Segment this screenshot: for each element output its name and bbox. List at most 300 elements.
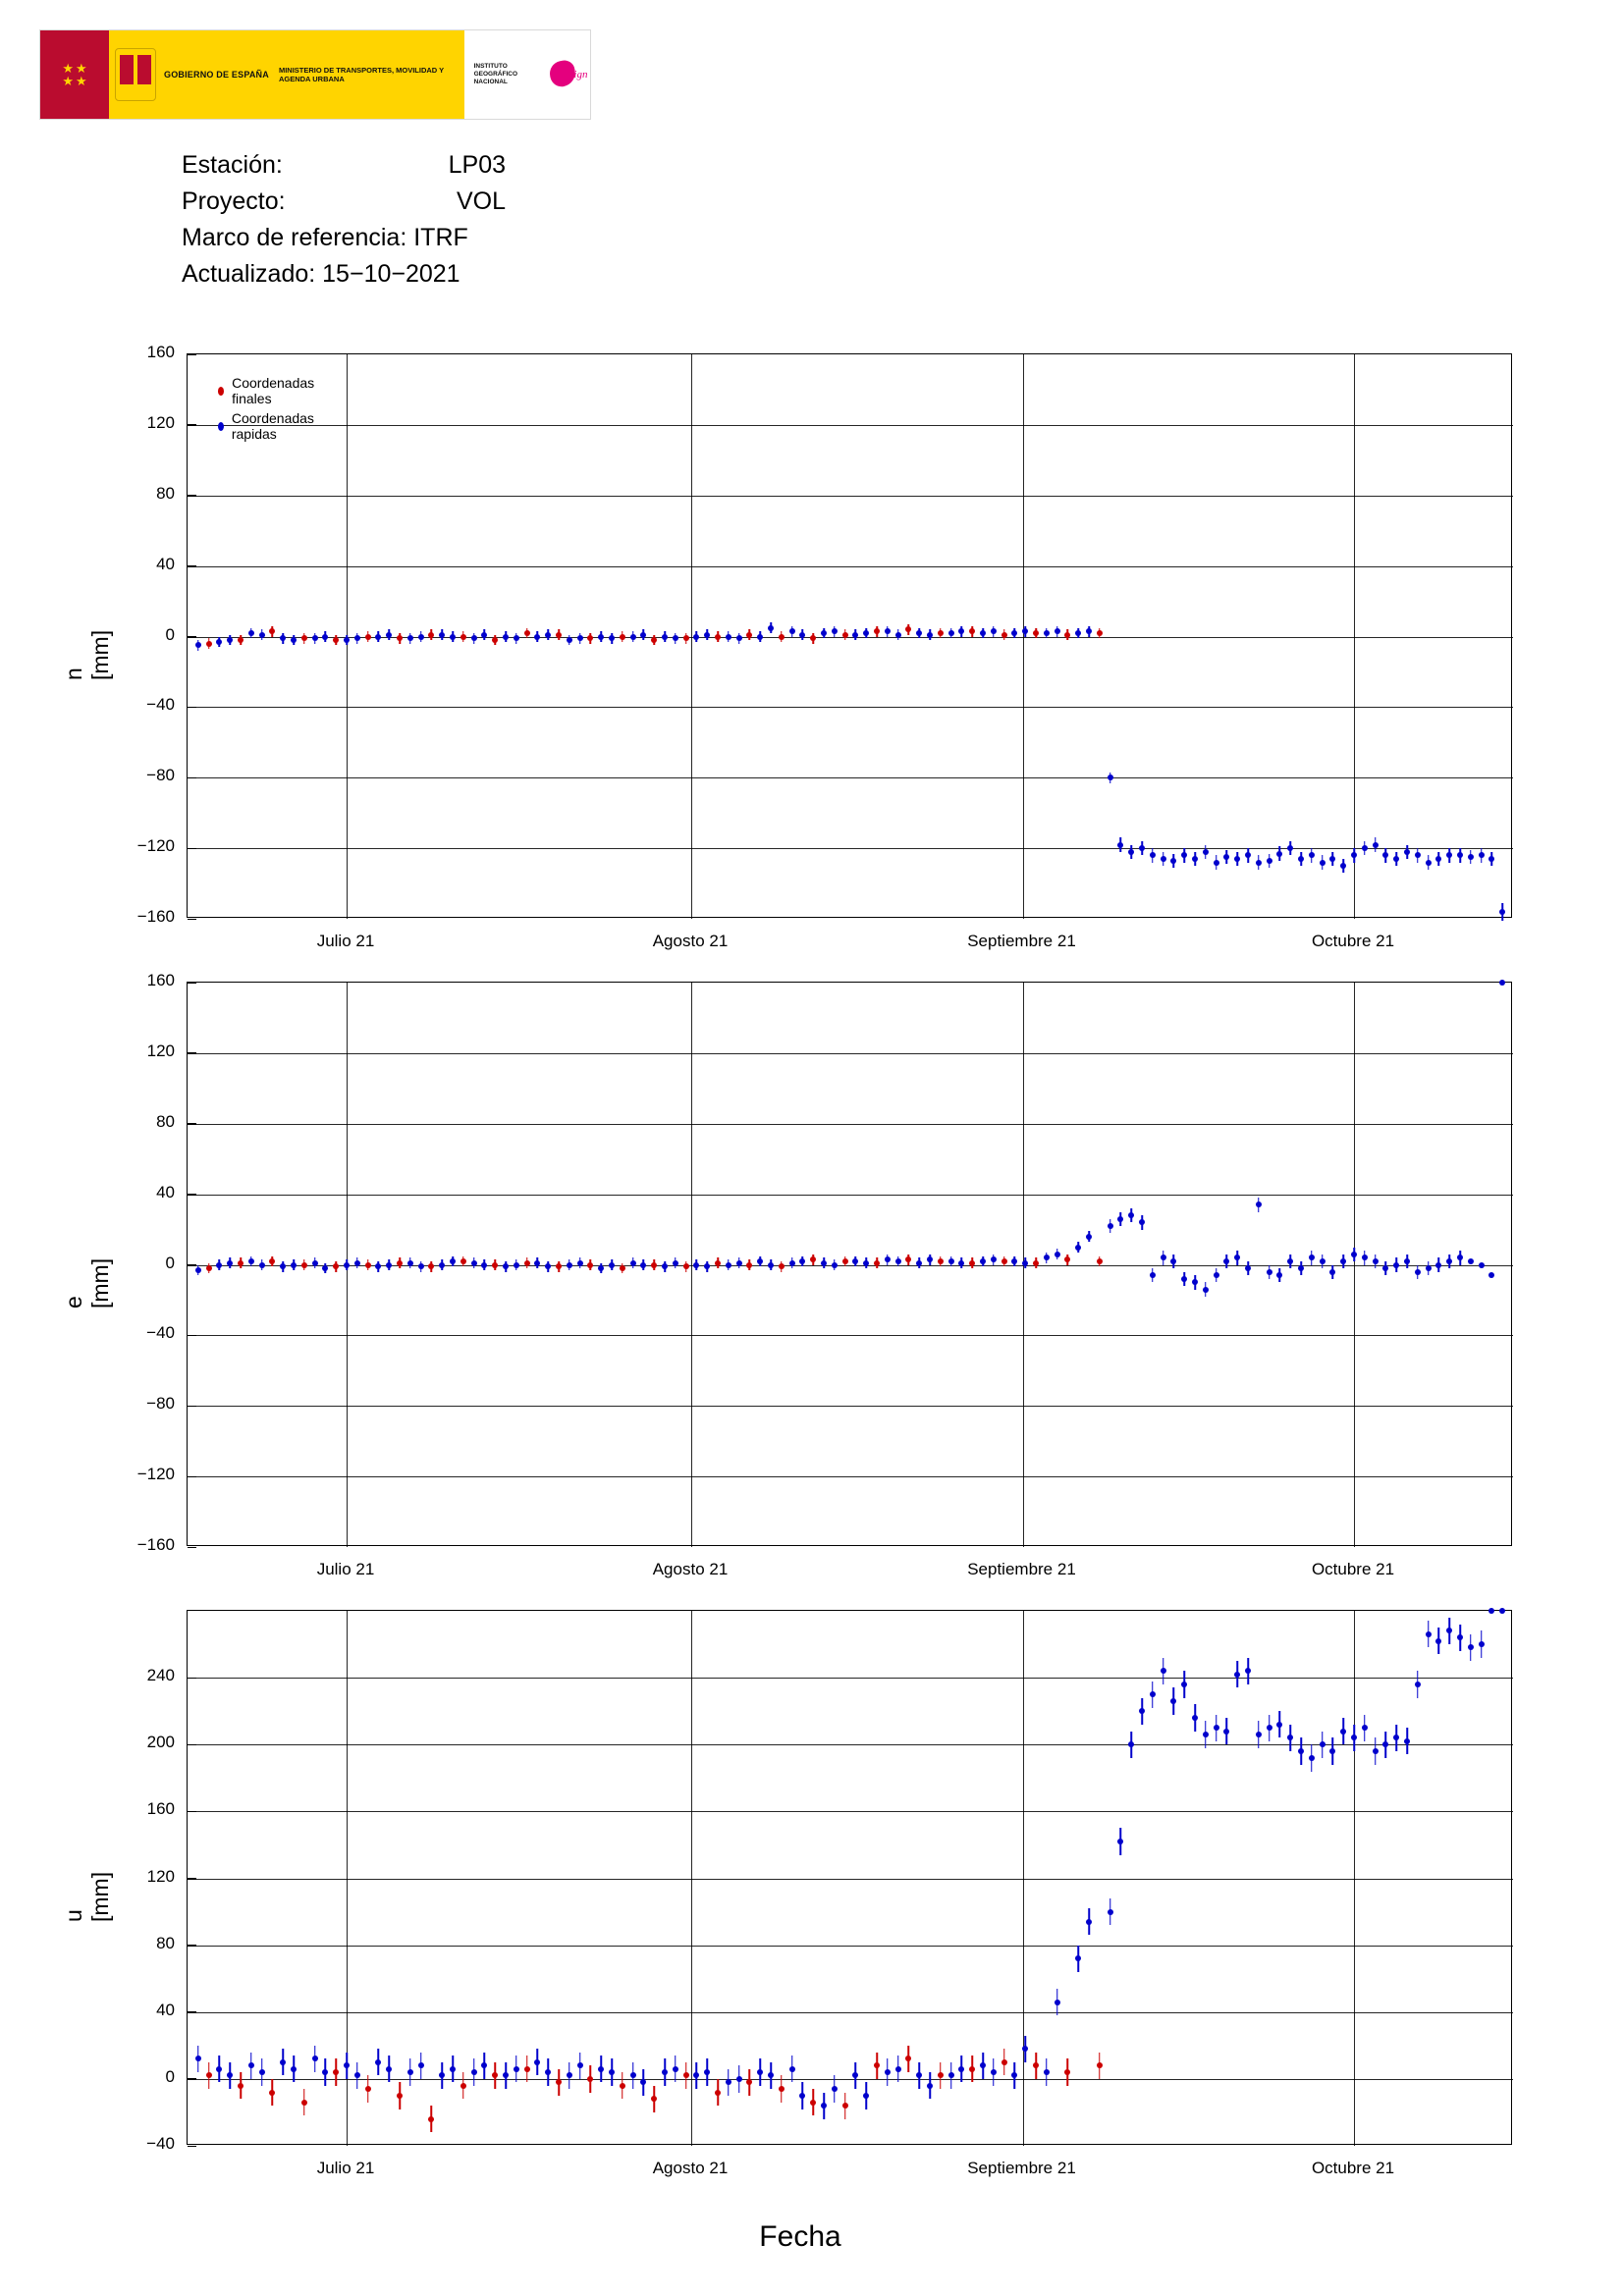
y-tick-label: −120 [136, 1465, 175, 1484]
data-point [630, 634, 636, 640]
station-label: Estación: [182, 151, 283, 179]
y-tick [188, 1811, 196, 1813]
data-point [1181, 852, 1187, 858]
data-point [938, 2072, 944, 2078]
data-point [640, 2079, 646, 2085]
data-point [1415, 852, 1421, 858]
data-point [1499, 1608, 1505, 1614]
data-point [344, 1262, 350, 1268]
data-point [736, 635, 742, 641]
data-point [1214, 1272, 1219, 1278]
ign-logo-icon [548, 55, 588, 94]
data-point [885, 1256, 891, 1262]
data-point [577, 635, 583, 641]
y-tick [188, 636, 196, 638]
data-point [693, 634, 699, 640]
data-point [693, 2072, 699, 2078]
data-point [1435, 1638, 1441, 1644]
data-point [439, 632, 445, 638]
data-point [280, 1263, 286, 1269]
updated-value: 15−10−2021 [322, 260, 460, 288]
data-point [683, 2072, 689, 2078]
y-tick-label: 120 [146, 412, 175, 432]
data-point [291, 2066, 297, 2072]
y-tick-label: 120 [146, 1866, 175, 1886]
data-point [1382, 852, 1388, 858]
gridline [188, 707, 1513, 708]
data-point [1086, 628, 1092, 634]
data-point [1150, 1272, 1156, 1278]
y-tick [188, 1052, 196, 1054]
data-point [1097, 1258, 1103, 1264]
data-point [1117, 1839, 1123, 1844]
station-row [182, 147, 506, 184]
data-point [1245, 1265, 1251, 1271]
data-point [524, 1260, 530, 1266]
data-point [322, 1265, 328, 1271]
data-point [375, 1263, 381, 1269]
data-point [916, 2072, 922, 2078]
data-point [386, 1262, 392, 1268]
data-point [1267, 858, 1272, 864]
data-point [715, 1260, 721, 1266]
data-point [1001, 632, 1007, 638]
data-point [874, 2062, 880, 2068]
y-tick [188, 2078, 196, 2080]
gridline [1023, 354, 1024, 919]
y-tick [188, 424, 196, 426]
gridline [188, 496, 1513, 497]
data-point [556, 2079, 562, 2085]
data-point [428, 1263, 434, 1269]
data-point [248, 2062, 254, 2068]
data-point [885, 2069, 891, 2075]
gridline [188, 1946, 1513, 1947]
legend-label: Coordenadas rapidas [231, 410, 314, 442]
data-point [1287, 1258, 1293, 1264]
data-point [991, 628, 997, 634]
updated-label: Actualizado: [182, 260, 316, 288]
data-point [789, 628, 795, 634]
data-point [852, 2072, 858, 2078]
data-point [1075, 1955, 1081, 1961]
data-point [916, 630, 922, 636]
data-point [1245, 852, 1251, 858]
data-point [365, 634, 371, 640]
data-point [1055, 628, 1060, 634]
y-tick-label: −40 [146, 1323, 175, 1343]
data-point [238, 1260, 243, 1266]
data-point [651, 2096, 657, 2102]
data-point [598, 634, 604, 640]
station-metadata [182, 147, 506, 293]
data-point [471, 1260, 477, 1266]
data-point [1415, 1682, 1421, 1687]
data-point [1457, 852, 1463, 858]
data-point [333, 1263, 339, 1269]
y-tick-label: 160 [146, 343, 175, 361]
data-point [280, 635, 286, 641]
ministerio-block [279, 30, 464, 119]
data-point [1022, 2046, 1028, 2052]
data-point [1362, 1255, 1368, 1260]
data-point [620, 2083, 625, 2089]
y-tick [188, 1878, 196, 1880]
data-point [1108, 1909, 1113, 1915]
data-point [1351, 1252, 1357, 1257]
x-tick-label: Septiembre 21 [967, 1560, 1076, 1578]
y-axis-title: e [mm] [61, 1257, 113, 1308]
data-point [640, 1262, 646, 1268]
data-point [885, 628, 891, 634]
data-point [312, 1260, 318, 1266]
data-point [481, 1262, 487, 1268]
data-point [1245, 1668, 1251, 1674]
data-point [322, 634, 328, 640]
data-point [587, 1262, 593, 1268]
data-point [969, 628, 975, 634]
data-point [460, 2083, 466, 2089]
legend-item-rapidas [218, 410, 317, 442]
data-point [1170, 858, 1176, 864]
data-point [1117, 842, 1123, 848]
data-point [514, 635, 519, 641]
data-point [534, 1260, 540, 1266]
data-point [227, 1260, 233, 1266]
y-tick [188, 777, 196, 779]
data-point [852, 632, 858, 638]
data-point [1086, 1919, 1092, 1925]
data-point [1064, 632, 1070, 638]
data-point [1435, 856, 1441, 862]
data-point [1329, 1748, 1335, 1754]
data-point [895, 1258, 901, 1264]
data-point [651, 1262, 657, 1268]
data-point [673, 635, 678, 641]
data-point [1404, 1258, 1410, 1264]
data-point [1446, 1258, 1452, 1264]
data-point [418, 2062, 424, 2068]
data-point [1457, 1255, 1463, 1260]
gridline [1354, 983, 1355, 1547]
data-point [1468, 1258, 1474, 1264]
data-point [439, 1262, 445, 1268]
data-point [375, 2059, 381, 2065]
data-point [1214, 860, 1219, 866]
data-point [587, 2076, 593, 2082]
data-point [799, 1258, 805, 1264]
y-tick-label: 40 [156, 554, 175, 573]
data-point [1488, 856, 1494, 862]
data-point [704, 632, 710, 638]
data-point [514, 1262, 519, 1268]
gridline [188, 777, 1513, 778]
gridline [188, 1406, 1513, 1407]
data-point [1011, 1258, 1017, 1264]
data-point [630, 1260, 636, 1266]
data-point [333, 2069, 339, 2075]
data-point [726, 1262, 731, 1268]
data-point [439, 2072, 445, 2078]
data-point [1320, 1741, 1325, 1747]
data-point [567, 637, 572, 643]
data-point [927, 2083, 933, 2089]
y-tick-label: 240 [146, 1666, 175, 1685]
y-tick-label: 40 [156, 1182, 175, 1201]
data-point [492, 637, 498, 643]
data-point [1075, 630, 1081, 636]
data-point [1033, 1260, 1039, 1266]
data-point [1161, 1255, 1166, 1260]
data-point [1329, 856, 1335, 862]
data-point [216, 639, 222, 645]
y-tick [188, 1123, 196, 1125]
y-tick-label: 120 [146, 1041, 175, 1060]
data-point [938, 630, 944, 636]
data-point [269, 628, 275, 634]
project-value: VOL [456, 187, 506, 215]
data-point [259, 632, 265, 638]
gridline [188, 1744, 1513, 1745]
x-tick-label: Julio 21 [316, 2159, 375, 2177]
data-point [1055, 1252, 1060, 1257]
legend-marker-icon [218, 387, 224, 396]
data-point [1128, 1741, 1134, 1747]
y-tick [188, 354, 196, 356]
data-point [779, 2086, 784, 2092]
data-point [206, 641, 212, 647]
data-point [948, 2072, 954, 2078]
y-tick [188, 2146, 196, 2148]
data-point [609, 2069, 615, 2075]
data-point [789, 1260, 795, 1266]
coat-of-arms-icon [115, 48, 156, 101]
data-point [1276, 851, 1282, 857]
data-point [481, 2062, 487, 2068]
data-point [1214, 1725, 1219, 1731]
data-point [397, 635, 403, 641]
data-point [736, 2076, 742, 2082]
plot-frame [187, 353, 1512, 918]
data-point [1446, 1628, 1452, 1633]
data-point [1320, 1258, 1325, 1264]
gridline [1354, 1611, 1355, 2146]
data-point [746, 2079, 752, 2085]
data-point [301, 635, 307, 641]
data-point [227, 2072, 233, 2078]
data-point [577, 1260, 583, 1266]
data-point [609, 1262, 615, 1268]
plot-frame [187, 982, 1512, 1546]
data-point [1362, 845, 1368, 851]
data-point [1001, 1258, 1007, 1264]
data-point [1382, 1741, 1388, 1747]
gridline [188, 2012, 1513, 2013]
data-point [1351, 1735, 1357, 1740]
data-point [354, 635, 360, 641]
plot-frame [187, 1610, 1512, 2145]
data-point [269, 1258, 275, 1264]
y-tick-label: 200 [146, 1733, 175, 1752]
data-point [492, 2072, 498, 2078]
data-point [301, 1262, 307, 1268]
data-point [746, 1262, 752, 1268]
data-point [1097, 630, 1103, 636]
data-point [715, 634, 721, 640]
y-tick [188, 1945, 196, 1947]
data-point [1022, 628, 1028, 634]
data-point [832, 1262, 838, 1268]
data-point [958, 2066, 964, 2072]
data-point [938, 1258, 944, 1264]
reference-frame-row [182, 220, 506, 256]
data-point [1382, 1265, 1388, 1271]
data-point [704, 1263, 710, 1269]
data-point [662, 2069, 668, 2075]
data-point [1181, 1276, 1187, 1282]
data-point [291, 637, 297, 643]
data-point [450, 634, 456, 640]
gridline [188, 1811, 1513, 1812]
data-point [1203, 1732, 1209, 1737]
data-point [969, 2066, 975, 2072]
data-point [1435, 1262, 1441, 1268]
data-point [1097, 2062, 1103, 2068]
data-point [927, 632, 933, 638]
data-point [397, 2093, 403, 2099]
data-point [344, 2062, 350, 2068]
x-tick-label: Octubre 21 [1311, 1560, 1395, 1578]
data-point [1234, 1255, 1240, 1260]
data-point [407, 635, 413, 641]
y-tick-label: 0 [165, 624, 175, 644]
data-point [1256, 1732, 1262, 1737]
data-point [1415, 1269, 1421, 1275]
data-point [322, 2069, 328, 2075]
instituto-label: INSTITUTO GEOGRÁFICO NACIONAL [473, 63, 517, 85]
data-point [1309, 1255, 1315, 1260]
data-point [248, 1258, 254, 1264]
legend-label: Coordenadas finales [232, 375, 315, 406]
data-point [1373, 842, 1379, 848]
data-point [863, 630, 869, 636]
data-point [1393, 1735, 1399, 1740]
star-icon: ★ [62, 61, 74, 76]
legend-item-finales [218, 375, 317, 406]
data-point [1479, 852, 1485, 858]
plot-legend [218, 375, 317, 446]
data-point [1011, 2072, 1017, 2078]
data-point [620, 1265, 625, 1271]
y-tick-label: 80 [156, 1111, 175, 1131]
data-point [1192, 1279, 1198, 1285]
data-point [1287, 845, 1293, 851]
data-point [1446, 852, 1452, 858]
data-point [799, 632, 805, 638]
data-point [1001, 2059, 1007, 2065]
data-point [1340, 863, 1346, 869]
data-point [609, 635, 615, 641]
y-tick [188, 1406, 196, 1408]
data-point [428, 2116, 434, 2122]
data-point [1426, 1631, 1432, 1637]
data-point [1479, 1641, 1485, 1647]
star-icon: ★ [62, 74, 74, 88]
x-tick-label: Septiembre 21 [967, 932, 1076, 950]
ministerio-label: MINISTERIO DE TRANSPORTES, MOVILIDAD Y AGENDA URBANA [278, 65, 445, 83]
y-tick [188, 1678, 196, 1680]
data-point [980, 630, 986, 636]
data-point [291, 1262, 297, 1268]
data-point [503, 2072, 509, 2078]
data-point [1203, 1287, 1209, 1293]
data-point [1234, 1672, 1240, 1678]
y-tick-label: 160 [146, 1799, 175, 1819]
y-axis-title: n [mm] [61, 629, 113, 680]
reference-frame-value: ITRF [413, 224, 468, 251]
data-point [673, 1260, 678, 1266]
data-point [810, 635, 816, 641]
data-point [821, 1260, 827, 1266]
data-point [1404, 1738, 1410, 1744]
data-point [683, 635, 689, 641]
data-point [863, 1260, 869, 1266]
data-point [1234, 856, 1240, 862]
data-point [206, 1265, 212, 1271]
data-point [269, 2090, 275, 2096]
data-point [757, 2069, 763, 2075]
data-point [1223, 1258, 1229, 1264]
data-point [842, 1258, 848, 1264]
data-point [216, 1262, 222, 1268]
data-point [1393, 1262, 1399, 1268]
star-icon: ★ [76, 74, 87, 88]
y-tick [188, 1264, 196, 1266]
data-point [407, 2069, 413, 2075]
data-point [1044, 630, 1050, 636]
data-point [1488, 1608, 1494, 1614]
x-tick-label: Septiembre 21 [967, 2159, 1076, 2177]
data-point [1276, 1722, 1282, 1728]
ign-signature-label: ign [573, 69, 588, 80]
project-row [182, 184, 506, 220]
data-point [1309, 852, 1315, 858]
data-point [1075, 1245, 1081, 1251]
data-point [577, 2062, 583, 2068]
data-point [1128, 1212, 1134, 1218]
data-point [799, 2093, 805, 2099]
gridline [188, 566, 1513, 567]
data-point [895, 632, 901, 638]
data-point [1161, 856, 1166, 862]
data-point [227, 637, 233, 643]
data-point [768, 1262, 774, 1268]
data-point [673, 2066, 678, 2072]
star-icon: ★ [76, 61, 87, 76]
data-point [1468, 854, 1474, 860]
data-point [1426, 1265, 1432, 1271]
gridline [188, 425, 1513, 426]
data-point [365, 1262, 371, 1268]
y-tick [188, 1335, 196, 1337]
data-point [503, 634, 509, 640]
x-tick-label: Julio 21 [316, 1560, 375, 1578]
data-point [1181, 1682, 1187, 1687]
data-point [1192, 1715, 1198, 1721]
data-point [768, 625, 774, 631]
gridline [1354, 354, 1355, 919]
data-point [980, 1258, 986, 1264]
